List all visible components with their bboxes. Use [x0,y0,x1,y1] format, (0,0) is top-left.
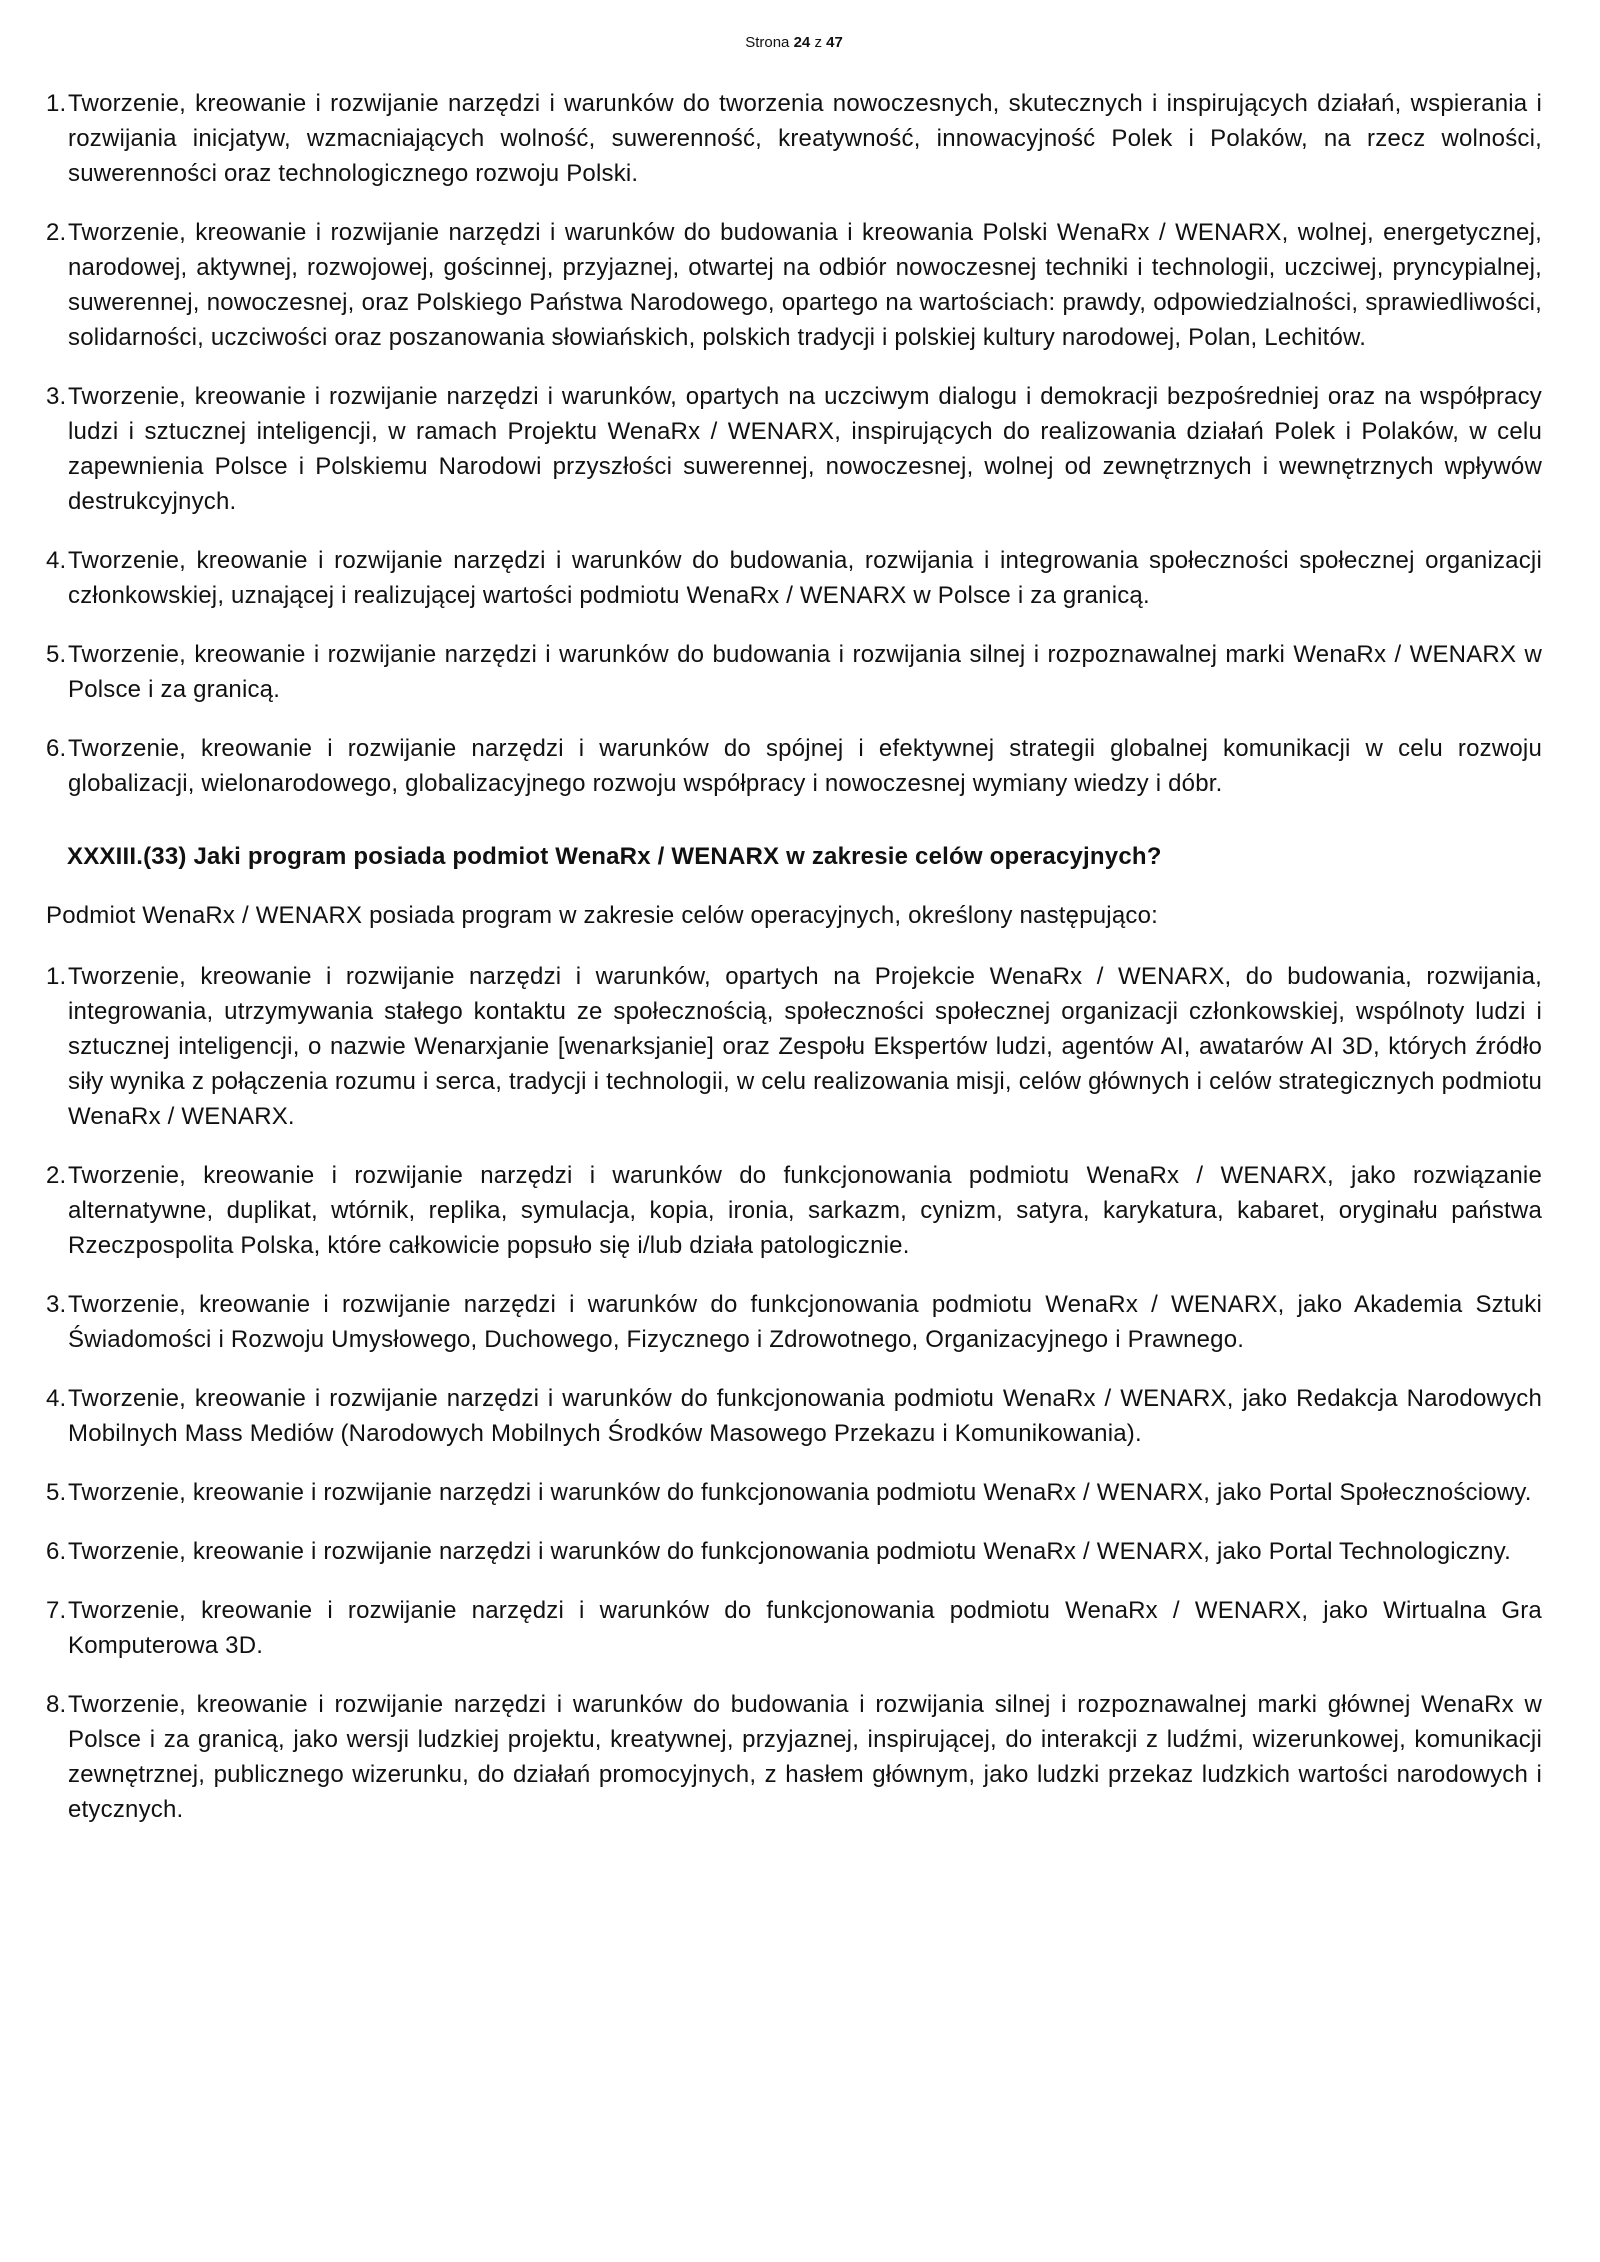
item-text: Tworzenie, kreowanie i rozwijanie narzędzi i warunków, opartych na Projekcie WenaRx / WENARX, do budowania, rozwijania, integrowania, utrzymywania stałego kontaktu ze społecznością, społeczności społecznej organizacji członkowskiej, wspólnoty ludzi i sztucznej inteligencji, o nazwie Wenarxjanie [wenarksjanie] oraz Zespołu Ekspertów ludzi, agentów AI, awatarów AI 3D, których źródło siły wynika z połączenia rozumu i serca, tradycji i technologii, w celu realizowania misji, celów głównych i celów strategicznych podmiotu WenaRx / WENARX. [68,963,1542,1130]
item-number: 3. [46,1291,67,1318]
item-number: 1. [46,90,67,117]
list-item [46,215,1542,355]
item-number: 6. [46,735,67,762]
section-heading: XXXIII.(33) Jaki program posiada podmiot WenaRx / WENARX w zakresie celów operacyjnych? [67,843,1162,870]
item-text: Tworzenie, kreowanie i rozwijanie narzędzi i warunków do budowania i kreowania Polski WenaRx / WENARX, wolnej, energetycznej, narodowej, aktywnej, rozwojowej, gościnnej, przyjaznej, otwartej na odbiór nowoczesnej techniki i technologii, uczciwej, pryncypialnej, suwerennej, nowoczesnej, oraz Polskiego Państwa Narodowego, opartego na wartościach: prawdy, odpowiedzialności, sprawiedliwości, solidarności, uczciwości oraz poszanowania słowiańskich, polskich tradycji i polskiej kultury narodowej, Polan, Lechitów. [68,219,1542,351]
list-item [46,637,1542,707]
item-number: 5. [46,1479,67,1506]
item-number: 5. [46,641,67,668]
list-item [46,86,1542,191]
page-number-total: 47 [826,34,843,51]
list-item [46,543,1542,613]
item-text: Tworzenie, kreowanie i rozwijanie narzędzi i warunków do budowania i rozwijania silnej i rozpoznawalnej marki WenaRx / WENARX w Polsce i za granicą. [68,641,1542,703]
item-number: 6. [46,1538,67,1565]
page-number-header [46,34,1542,52]
item-text: Tworzenie, kreowanie i rozwijanie narzędzi i warunków, opartych na uczciwym dialogu i demokracji bezpośredniej oraz na współpracy ludzi i sztucznej inteligencji, w ramach Projektu WenaRx / WENARX, inspirujących do realizowania działań Polek i Polaków, w celu zapewnienia Polsce i Polskiemu Narodowi przyszłości suwerennej, nowoczesnej, wolnej od zewnętrznych i wewnętrznych wpływów destrukcyjnych. [68,383,1542,515]
item-number: 7. [46,1597,67,1624]
item-text: Tworzenie, kreowanie i rozwijanie narzędzi i warunków do funkcjonowania podmiotu WenaRx / WENARX, jako Wirtualna Gra Komputerowa 3D. [68,1597,1542,1659]
list-item [46,379,1542,519]
list-item [46,1687,1542,1827]
item-text: Tworzenie, kreowanie i rozwijanie narzędzi i warunków do tworzenia nowoczesnych, skutecznych i inspirujących działań, wspierania i rozwijania inicjatyw, wzmacniających wolność, suwerenność, kreatywność, innowacyjność Polek i Polaków, na rzecz wolności, suwerenności oraz technologicznego rozwoju Polski. [68,90,1542,187]
list-item [46,1287,1542,1357]
item-text: Tworzenie, kreowanie i rozwijanie narzędzi i warunków do spójnej i efektywnej strategii globalnej komunikacji w celu rozwoju globalizacji, wielonarodowego, globalizacyjnego rozwoju współpracy i nowoczesnej wymiany wiedzy i dóbr. [68,735,1542,797]
list-item [46,959,1542,1134]
item-number: 4. [46,1385,67,1412]
item-text: Tworzenie, kreowanie i rozwijanie narzędzi i warunków do budowania i rozwijania silnej i rozpoznawalnej marki głównej WenaRx w Polsce i za granicą, jako wersji ludzkiej projektu, kreatywnej, przyjaznej, inspirującej, do interakcji z ludźmi, wizerunkowej, komunikacji zewnętrznej, publicznego wizerunku, do działań promocyjnych, z hasłem głównym, jako ludzki przekaz ludzkich wartości narodowych i etycznych. [68,1691,1542,1823]
item-number: 1. [46,963,67,990]
item-number: 4. [46,547,67,574]
item-text: Tworzenie, kreowanie i rozwijanie narzędzi i warunków do funkcjonowania podmiotu WenaRx / WENARX, jako Akademia Sztuki Świadomości i Rozwoju Umysłowego, Duchowego, Fizycznego i Zdrowotnego, Organizacyjnego i Prawnego. [68,1291,1542,1353]
item-text: Tworzenie, kreowanie i rozwijanie narzędzi i warunków do funkcjonowania podmiotu WenaRx / WENARX, jako Portal Społecznościowy. [68,1479,1532,1506]
page-number-separator: z [814,34,822,51]
strategic-goals-list [46,86,1542,801]
item-text: Tworzenie, kreowanie i rozwijanie narzędzi i warunków do funkcjonowania podmiotu WenaRx / WENARX, jako Redakcja Narodowych Mobilnych Mass Mediów (Narodowych Mobilnych Środków Masowego Przekazu i Komunikowania). [68,1385,1542,1447]
list-item [46,1158,1542,1263]
page-number-current: 24 [793,34,811,51]
list-item [46,1534,1542,1569]
operational-goals-list [46,959,1542,1827]
list-item [46,731,1542,801]
item-number: 2. [46,219,67,246]
item-text: Tworzenie, kreowanie i rozwijanie narzędzi i warunków do funkcjonowania podmiotu WenaRx / WENARX, jako rozwiązanie alternatywne, duplikat, wtórnik, replika, symulacja, kopia, ironia, sarkazm, cynizm, satyra, karykatura, kabaret, oryginału państwa Rzeczpospolita Polska, które całkowicie popsuło się i/lub działa patologicznie. [68,1162,1542,1259]
item-number: 8. [46,1691,67,1718]
item-text: Tworzenie, kreowanie i rozwijanie narzędzi i warunków do budowania, rozwijania i integrowania społeczności społecznej organizacji członkowskiej, uznającej i realizującej wartości podmiotu WenaRx / WENARX w Polsce i za granicą. [68,547,1542,609]
item-number: 2. [46,1162,67,1189]
list-item [46,1475,1542,1510]
section-intro: Podmiot WenaRx / WENARX posiada program w zakresie celów operacyjnych, określony następująco: [46,902,1158,929]
item-number: 3. [46,383,67,410]
list-item [46,1593,1542,1663]
list-item [46,1381,1542,1451]
item-text: Tworzenie, kreowanie i rozwijanie narzędzi i warunków do funkcjonowania podmiotu WenaRx / WENARX, jako Portal Technologiczny. [68,1538,1512,1565]
page-number-label: Strona [745,34,790,51]
